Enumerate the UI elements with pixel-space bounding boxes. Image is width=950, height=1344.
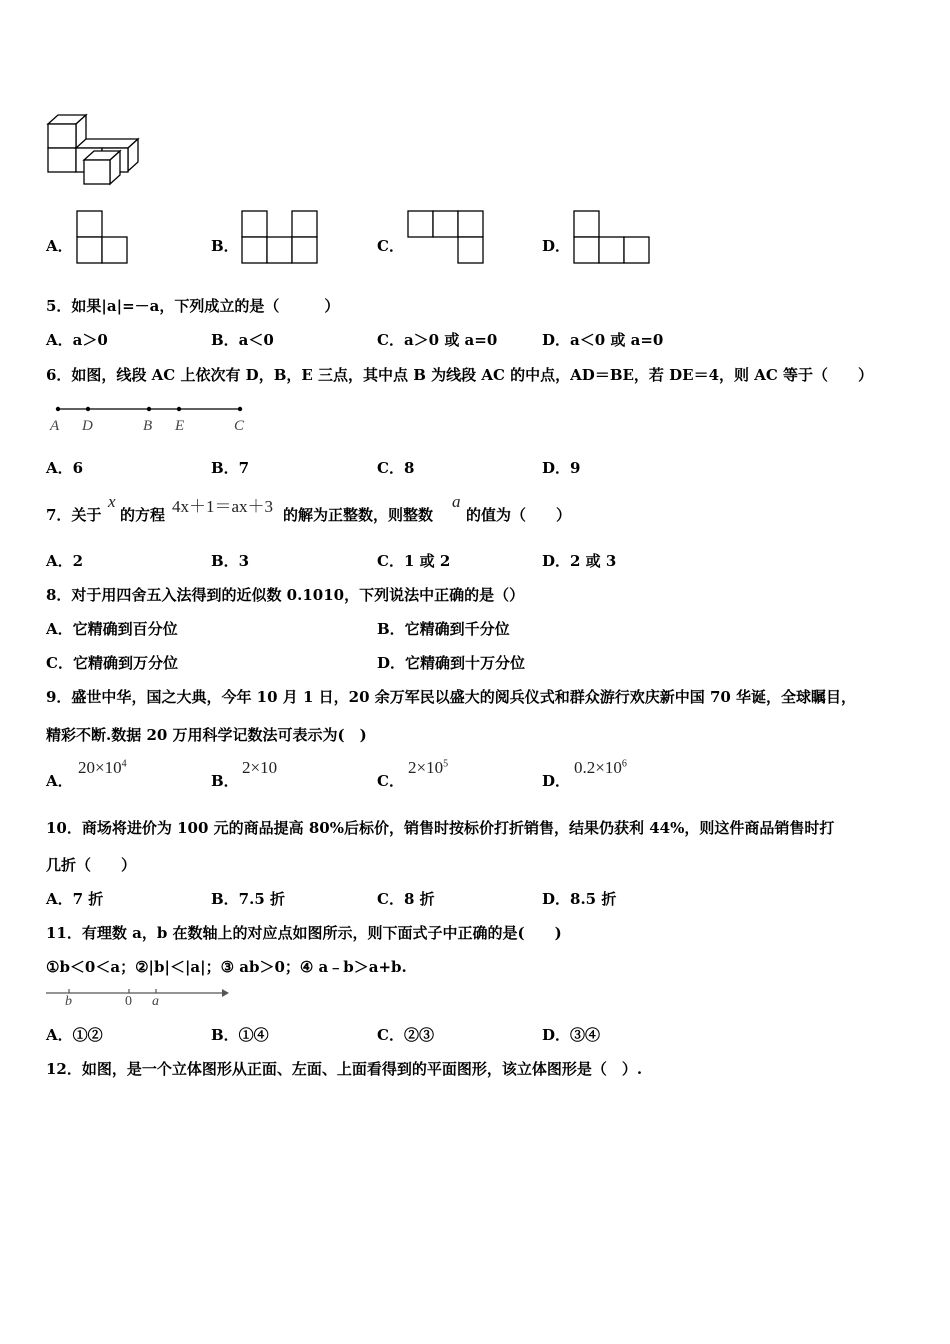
q7-option-a[interactable]: A．2 <box>46 552 84 570</box>
q10-stem-line2: 几折（ ） <box>46 856 137 874</box>
q4-option-a-label[interactable]: A． <box>46 237 73 255</box>
q11-label-b: b <box>65 994 72 1009</box>
q6-label-a: A <box>50 418 60 434</box>
q6-point-a <box>56 407 60 411</box>
q9-stem-line2: 精彩不断.数据 20 万用科学记数法可表示为( ) <box>46 726 367 744</box>
q10-option-b[interactable]: B．7.5 折 <box>211 890 285 908</box>
q7-stem-part4: 的值为（ ） <box>466 506 572 524</box>
cube-stack-figure <box>44 112 144 187</box>
q9-stem-line1: 9．盛世中华，国之大典，今年 10 月 1 日，20 余万军民以盛大的阅兵仪式和群众游行欢庆新中国 70 华诞，全球瞩目， <box>46 688 857 706</box>
q7-var-x: x <box>108 492 116 511</box>
q4-option-c-label[interactable]: C． <box>377 237 404 255</box>
q9-option-c-value[interactable]: $2\times 10^5$ <box>408 758 449 777</box>
q6-option-d[interactable]: D．9 <box>542 459 581 477</box>
q5-option-a[interactable]: A．a＞0 <box>46 331 108 349</box>
q10-stem-line1: 10．商场将进价为 100 元的商品提高 80%后标价，销售时按标价打折销售，结果仍获利 44%，则这件商品销售时打 <box>46 819 835 837</box>
q4-option-c-figure[interactable] <box>407 210 485 264</box>
q9-option-a-label[interactable]: A． <box>46 772 73 790</box>
q10-option-a[interactable]: A．7 折 <box>46 890 104 908</box>
q7-option-c[interactable]: C．1 或 2 <box>377 552 451 570</box>
q11-option-c[interactable]: C．②③ <box>377 1026 434 1044</box>
q8-option-c[interactable]: C．它精确到万分位 <box>46 654 178 672</box>
q11-label-zero: 0 <box>125 994 132 1009</box>
q5-stem: 5．如果|a|=－a，下列成立的是（ ） <box>46 297 340 315</box>
q4-option-a-figure[interactable] <box>76 210 128 264</box>
q7-equation: 4x＋1＝ax＋3 <box>172 497 274 516</box>
q11-axis-arrow-icon <box>222 989 229 997</box>
q8-stem: 8．对于用四舍五入法得到的近似数 0.1010，下列说法中正确的是（） <box>46 586 525 604</box>
q6-option-a[interactable]: A．6 <box>46 459 84 477</box>
q4-option-d-label[interactable]: D． <box>542 237 571 255</box>
q6-label-b: B <box>143 418 153 434</box>
q8-option-b[interactable]: B．它精确到千分位 <box>377 620 510 638</box>
q9-option-d-value[interactable]: $0.2\times 10^6$ <box>574 758 627 777</box>
q7-stem-part1: 7．关于 <box>46 506 102 524</box>
q11-label-a: a <box>152 994 159 1009</box>
q8-option-d[interactable]: D．它精确到十万分位 <box>377 654 526 672</box>
q9-option-a-value[interactable]: $20\times 10^4$ <box>78 758 127 777</box>
q9-option-b-value[interactable]: 2×10 <box>242 758 278 777</box>
q7-option-d[interactable]: D．2 或 3 <box>542 552 617 570</box>
q10-option-c[interactable]: C．8 折 <box>377 890 435 908</box>
q6-label-e: E <box>175 418 185 434</box>
q6-point-c <box>238 407 242 411</box>
q6-point-e <box>177 407 181 411</box>
q11-statements: ①b＜0＜a；②|b|＜|a|；③ ab＞0；④ a﹣b＞a+b. <box>46 958 407 976</box>
q4-option-b-figure[interactable] <box>241 210 319 264</box>
q9-option-b-label[interactable]: B． <box>211 772 239 790</box>
q6-stem: 6．如图，线段 AC 上依次有 D，B，E 三点，其中点 B 为线段 AC 的中点，AD＝BE，若 DE＝4，则 AC 等于（ ） <box>46 366 874 384</box>
q7-stem-part3: 的解为正整数，则整数 <box>283 506 434 524</box>
q11-stem: 11．有理数 a，b 在数轴上的对应点如图所示，则下面式子中正确的是( ) <box>46 924 562 942</box>
q5-option-d[interactable]: D．a＜0 或 a=0 <box>542 331 664 349</box>
q6-label-c: C <box>234 418 245 434</box>
q6-option-c[interactable]: C．8 <box>377 459 415 477</box>
q7-stem-part2: 的方程 <box>120 506 166 524</box>
q8-option-a[interactable]: A．它精确到百分位 <box>46 620 178 638</box>
q7-option-b[interactable]: B．3 <box>211 552 250 570</box>
q6-point-b <box>147 407 151 411</box>
q7-var-a: a <box>452 492 461 511</box>
q5-option-b[interactable]: B．a＜0 <box>211 331 274 349</box>
q6-point-d <box>86 407 90 411</box>
q4-option-d-figure[interactable] <box>573 210 651 264</box>
q6-label-d: D <box>82 418 93 434</box>
q11-option-d[interactable]: D．③④ <box>542 1026 601 1044</box>
q12-stem: 12．如图，是一个立体图形从正面、左面、上面看得到的平面图形，该立体图形是（ ）. <box>46 1060 643 1078</box>
q9-option-c-label[interactable]: C． <box>377 772 404 790</box>
q10-option-d[interactable]: D．8.5 折 <box>542 890 617 908</box>
q9-option-d-label[interactable]: D． <box>542 772 571 790</box>
q11-option-a[interactable]: A．①② <box>46 1026 103 1044</box>
q6-option-b[interactable]: B．7 <box>211 459 250 477</box>
q5-option-c[interactable]: C．a＞0 或 a=0 <box>377 331 498 349</box>
q4-option-b-label[interactable]: B． <box>211 237 239 255</box>
q11-option-b[interactable]: B．①④ <box>211 1026 269 1044</box>
